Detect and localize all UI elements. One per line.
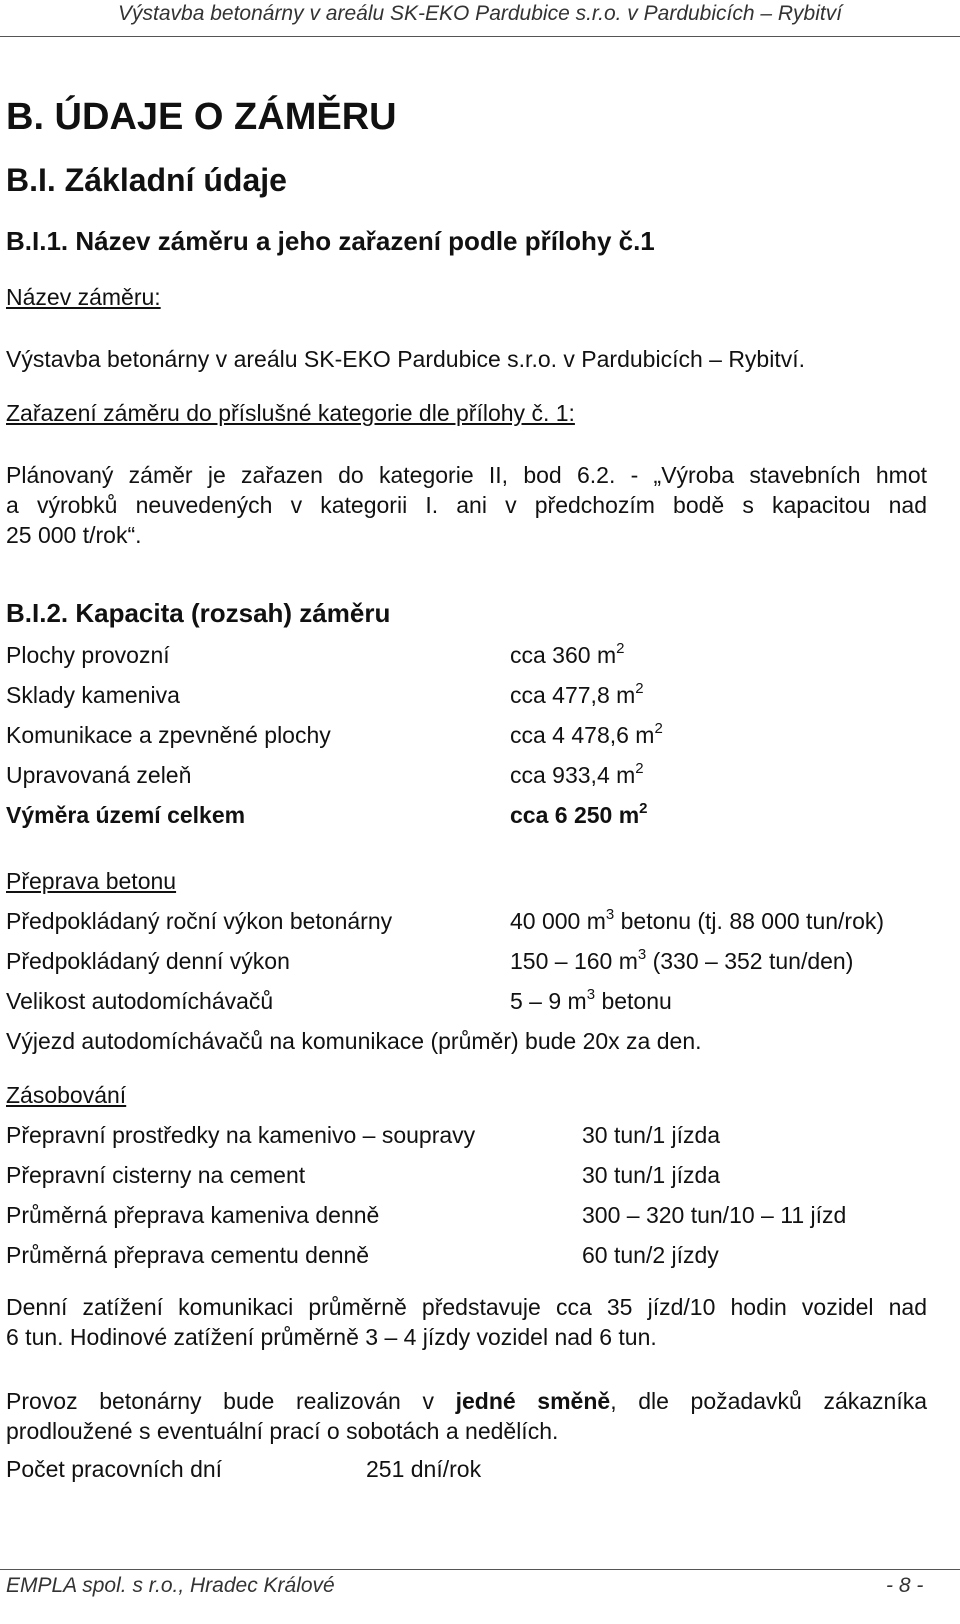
label-nazev-zameru: Název záměru: <box>6 284 161 310</box>
kapacita-label: Upravovaná zeleň <box>6 762 192 788</box>
zasobovani-label: Přepravní prostředky na kamenivo – soupravy <box>6 1122 476 1148</box>
kapacita-label: Komunikace a zpevněné plochy <box>6 722 331 748</box>
preprava-title: Přeprava betonu <box>6 868 177 894</box>
kapacita-label: Sklady kameniva <box>6 682 180 708</box>
zasobovani-value: 300 – 320 tun/10 – 11 jízd <box>582 1202 847 1228</box>
zasobovani-label: Přepravní cisterny na cement <box>6 1162 306 1188</box>
running-header: Výstavba betonárny v areálu SK-EKO Pardubice s.r.o. v Pardubicích – Rybitví <box>118 2 843 25</box>
heading-nazev-zameru: B.I.1. Název záměru a jeho zařazení podle přílohy č.1 <box>6 226 655 256</box>
preprava-label: Předpokládaný roční výkon betonárny <box>6 908 393 934</box>
preprava-value: 40 000 $m^3$ betonu (tj. 88 000 tun/rok) <box>510 906 885 934</box>
zatizeni-line-2: 6 tun. Hodinové zatížení průměrně 3 – 4 jízdy vozidel nad 6 tun. <box>6 1324 657 1350</box>
provoz-line-2: prodloužené s eventuální prací o sobotách a nedělích. <box>6 1418 559 1444</box>
preprava-label: Velikost autodomíchávačů <box>6 988 274 1014</box>
zatizeni-line-1: Denní zatížení komunikaci průměrně představuje cca 35 jízd/10 hodin vozidel nad <box>6 1294 927 1320</box>
preprava-note: Výjezd autodomíchávačů na komunikace (průměr) bude 20x za den. <box>6 1028 702 1054</box>
kapacita-value: cca 360 $m^2$ <box>510 640 625 668</box>
kapacita-value: cca 4 478,6 $m^2$ <box>510 720 663 748</box>
preprava-label: Předpokládaný denní výkon <box>6 948 290 974</box>
zarazeni-line-1: Plánovaný záměr je zařazen do kategorie II, bod 6.2. - „Výroba stavebních hmot <box>6 462 927 488</box>
kapacita-label: Plochy provozní <box>6 642 170 668</box>
heading-zakladni-udaje: B.I. Základní údaje <box>6 162 287 198</box>
footer-company: EMPLA spol. s r.o., Hradec Králové <box>6 1574 335 1597</box>
kapacita-value: cca 477,8 $m^2$ <box>510 680 644 708</box>
zasobovani-label: Průměrná přeprava cementu denně <box>6 1242 370 1268</box>
page-number: - 8 - <box>886 1574 924 1597</box>
preprava-value: 5 – 9 $m^3$ betonu <box>510 986 672 1014</box>
nazev-zameru-value: Výstavba betonárny v areálu SK-EKO Pardubice s.r.o. v Pardubicích – Rybitví. <box>6 346 806 372</box>
provoz-line-1: Provoz betonárny bude realizován v jedné směně, dle požadavků zákazníka <box>6 1388 927 1414</box>
zarazeni-line-2: a výrobků neuvedených v kategorii I. ani v předchozím bodě s kapacitou nad <box>6 492 927 518</box>
zasobovani-title: Zásobování <box>6 1082 127 1108</box>
zasobovani-label: Průměrná přeprava kameniva denně <box>6 1202 380 1228</box>
footer-rule <box>0 1569 960 1570</box>
label-zarazeni: Zařazení záměru do příslušné kategorie dle přílohy č. 1: <box>6 400 575 426</box>
header-rule <box>0 36 960 37</box>
heading-section-b: B. ÚDAJE O ZÁMĚRU <box>6 96 397 138</box>
pracovni-dny-value: 251 dní/rok <box>366 1456 482 1482</box>
zasobovani-value: 30 tun/1 jízda <box>582 1122 721 1148</box>
kapacita-total-value: cca 6 250 $m^2$ <box>510 800 648 828</box>
pracovni-dny-label: Počet pracovních dní <box>6 1456 223 1482</box>
zasobovani-value: 30 tun/1 jízda <box>582 1162 721 1188</box>
zasobovani-value: 60 tun/2 jízdy <box>582 1242 719 1268</box>
preprava-value: 150 – 160 $m^3$ (330 – 352 tun/den) <box>510 946 854 974</box>
heading-kapacita: B.I.2. Kapacita (rozsah) záměru <box>6 598 391 628</box>
kapacita-value: cca 933,4 $m^2$ <box>510 760 644 788</box>
kapacita-total-label: Výměra území celkem <box>6 802 246 828</box>
zarazeni-line-3: 25 000 t/rok“. <box>6 522 142 548</box>
